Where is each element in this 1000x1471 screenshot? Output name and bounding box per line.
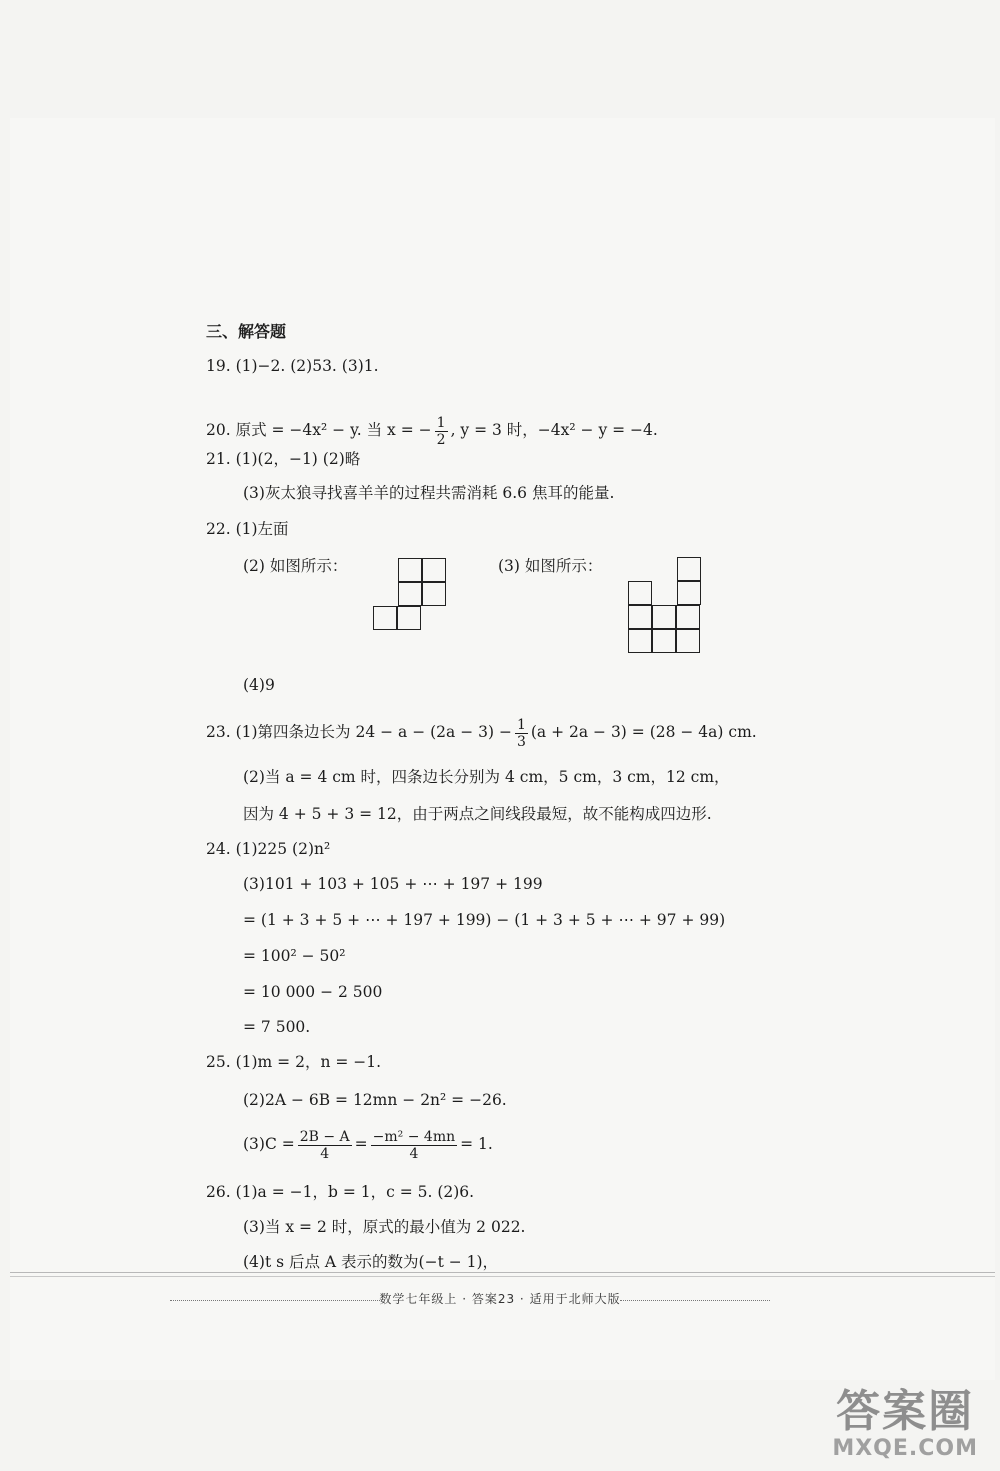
footer-rule [10,1276,995,1277]
grid-square [422,558,446,582]
grid-square [397,606,421,630]
answer-24-line3: = 100² − 50² [243,947,346,965]
question-number: 21. [206,450,231,468]
grid-square [628,629,652,653]
answer-text: = 1. [460,1135,493,1153]
grid-square [422,582,446,606]
watermark [832,1388,978,1461]
answer-24-line2: = (1 + 3 + 5 + ⋯ + 197 + 199) − (1 + 3 + 5 + ⋯ + 97 + 99) [243,911,726,929]
answer-text: (1)左面 [235,520,289,538]
fraction-denominator: 4 [320,1145,330,1162]
grid-square [652,629,676,653]
answer-22 [206,519,289,539]
watermark-logo: 答案圈 [836,1386,975,1437]
figure-part3 [628,557,703,657]
fraction-numerator: 1 [436,414,446,431]
section-title: 三、解答题 [206,322,287,341]
watermark-url: MXQE.COM [832,1436,978,1461]
answer-21 [206,449,360,469]
grid-square [677,581,701,605]
grid-square [677,557,701,581]
fraction-numerator: −m² − 4mn [372,1128,456,1145]
answer-text: (1)(2，−1) (2)略 [235,450,361,468]
question-number: 19. [206,357,231,375]
answer-23-part2b: 因为 4 + 5 + 3 = 12，由于两点之间线段最短，故不能构成四边形. [243,805,712,823]
answer-25 [206,1052,381,1072]
answer-25-part3 [243,1126,493,1162]
grid-square [676,629,700,653]
fraction-denominator: 3 [516,733,526,750]
answer-25-part2: (2)2A − 6B = 12mn − 2n² = −26. [243,1091,507,1109]
answer-24 [206,839,330,859]
answer-text: 原式 = −4x² − y. 当 x = − [235,421,432,439]
answer-text: (3)C = [243,1135,295,1153]
fraction-numerator: 1 [516,716,526,733]
fraction-denominator: 4 [409,1145,419,1162]
answer-text: (1)a = −1，b = 1，c = 5. (2)6. [235,1183,475,1201]
equals-sign: = [354,1135,368,1153]
answer-text: (1)225 (2)n² [235,840,331,858]
page-footer: 数学七年级上 · 答案23 · 适用于北师大版 [379,1292,621,1306]
answer-26-part3: (3)当 x = 2 时，原式的最小值为 2 022. [243,1218,526,1236]
grid-square [652,605,676,629]
grid-square [676,605,700,629]
answer-19 [206,356,379,376]
answer-24-line1: (3)101 + 103 + 105 + ⋯ + 197 + 199 [243,875,543,893]
answer-20 [206,412,658,448]
question-number: 23. [206,723,231,741]
answer-text: (1)第四条边长为 24 − a − (2a − 3) − [235,723,512,741]
question-number: 22. [206,520,231,538]
figure-part2 [373,558,448,633]
answer-22-part3: (3) 如图所示： [498,557,603,575]
grid-square [373,606,397,630]
answer-text: (a + 2a − 3) = (28 − 4a) cm. [530,723,757,741]
answer-text: (1)m = 2，n = −1. [235,1053,382,1071]
answer-24-line5: = 7 500. [243,1018,311,1036]
question-number: 20. [206,421,231,439]
fraction-numerator: 2B − A [299,1128,350,1145]
answer-22-part4: (4)9 [243,676,275,694]
question-number: 25. [206,1053,231,1071]
question-number: 26. [206,1183,231,1201]
grid-square [628,605,652,629]
question-number: 24. [206,840,231,858]
answer-23 [206,714,757,750]
answer-text: , y = 3 时，−4x² − y = −4. [450,421,658,439]
answer-26-part4: (4)t s 后点 A 表示的数为(−t − 1)， [243,1253,499,1271]
footer-rule [10,1272,995,1273]
grid-square [398,582,422,606]
answer-23-part2a: (2)当 a = 4 cm 时，四条边长分别为 4 cm，5 cm，3 cm，12 cm， [243,768,730,786]
answer-22-part2: (2) 如图所示： [243,557,348,575]
answer-24-line4: = 10 000 − 2 500 [243,983,383,1001]
grid-square [628,581,652,605]
answer-26 [206,1182,474,1202]
fraction [435,415,448,448]
fraction-denominator: 2 [436,431,446,448]
answer-21-part3: (3)灰太狼寻找喜羊羊的过程共需消耗 6.6 焦耳的能量. [243,484,615,502]
fraction [298,1129,352,1162]
answer-text: (1)−2. (2)53. (3)1. [235,357,379,375]
grid-square [398,558,422,582]
fraction [371,1129,457,1162]
fraction [515,717,528,750]
